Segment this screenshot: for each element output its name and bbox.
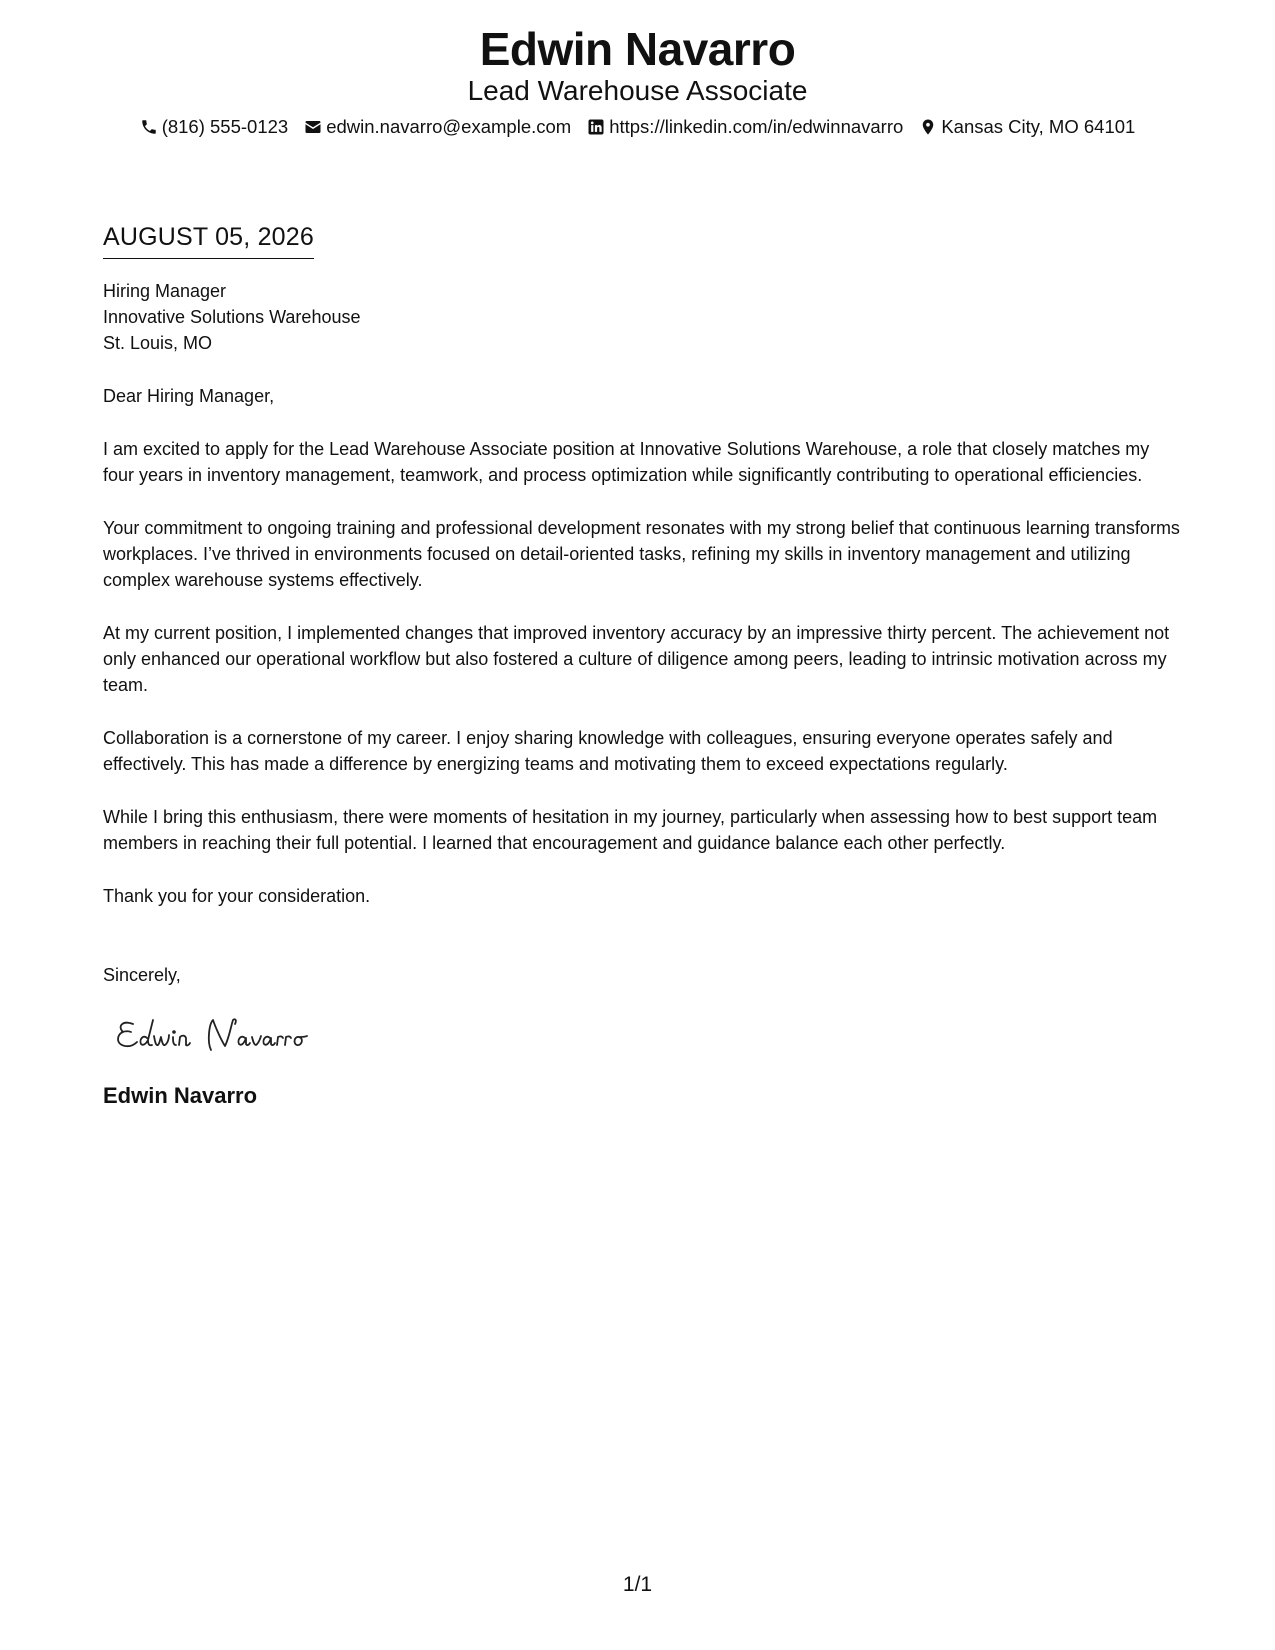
contact-email[interactable] (304, 115, 571, 139)
letter-body (103, 220, 1183, 1110)
paragraph: While I bring this enthusiasm, there were moments of hesitation in my journey, particularly when assessing how to best support team members in reaching their full potential. I learned that encouragement and guidance balance each other perfectly. (103, 807, 1158, 853)
salutation: Dear Hiring Manager, (103, 386, 275, 406)
location-text: Kansas City, MO 64101 (941, 116, 1136, 137)
envelope-icon (304, 118, 322, 136)
contact-bar (0, 115, 1275, 139)
linkedin-link[interactable]: https://linkedin.com/in/edwinnavarro (609, 116, 904, 137)
contact-location (919, 115, 1135, 139)
handwritten-signature (113, 1012, 353, 1060)
paragraph: Collaboration is a cornerstone of my career. I enjoy sharing knowledge with colleagues, ensuring everyone operates safely and effectively. This has made a difference by energizing teams and motivating them to exceed expectations regularly. (103, 728, 1113, 774)
applicant-name: Edwin Navarro (479, 23, 796, 75)
map-pin-icon (919, 118, 937, 136)
letter-date: AUGUST 05, 2026 (103, 220, 314, 259)
email-link[interactable]: edwin.navarro@example.com (326, 116, 572, 137)
recipient-name: Hiring Manager (103, 281, 227, 301)
contact-linkedin[interactable] (587, 115, 903, 139)
paragraph: I am excited to apply for the Lead Warehouse Associate position at Innovative Solutions Warehouse, a role that closely matches my four years in inventory management, teamwork, and process optimization while significantly contributing to operational efficiencies. (103, 439, 1150, 485)
thank-you-line: Thank you for your consideration. (103, 886, 371, 906)
signer-name: Edwin Navarro (103, 1083, 258, 1108)
recipient-company: Innovative Solutions Warehouse (103, 307, 361, 327)
phone-text: (816) 555-0123 (161, 116, 289, 137)
linkedin-icon (587, 118, 605, 136)
paragraph: At my current position, I implemented changes that improved inventory accuracy by an impressive thirty percent. The achievement not only enhanced our operational workflow but also fostered a culture of diligence among peers, leading to intrinsic motivation across my team. (103, 623, 1170, 695)
recipient-block (103, 278, 1183, 356)
closing: Sincerely, (103, 965, 181, 985)
paragraph: Your commitment to ongoing training and professional development resonates with my strong belief that continuous learning transforms workplaces. I’ve thrived in environments focused on detail-oriented tasks, refining my skills in inventory management and utilizing complex warehouse systems effectively. (103, 518, 1180, 590)
contact-phone (140, 115, 289, 139)
recipient-location: St. Louis, MO (103, 333, 213, 353)
applicant-title: Lead Warehouse Associate (467, 75, 808, 106)
page-number: 1/1 (622, 1573, 653, 1596)
phone-icon (140, 118, 158, 136)
letter-header (0, 22, 1275, 139)
